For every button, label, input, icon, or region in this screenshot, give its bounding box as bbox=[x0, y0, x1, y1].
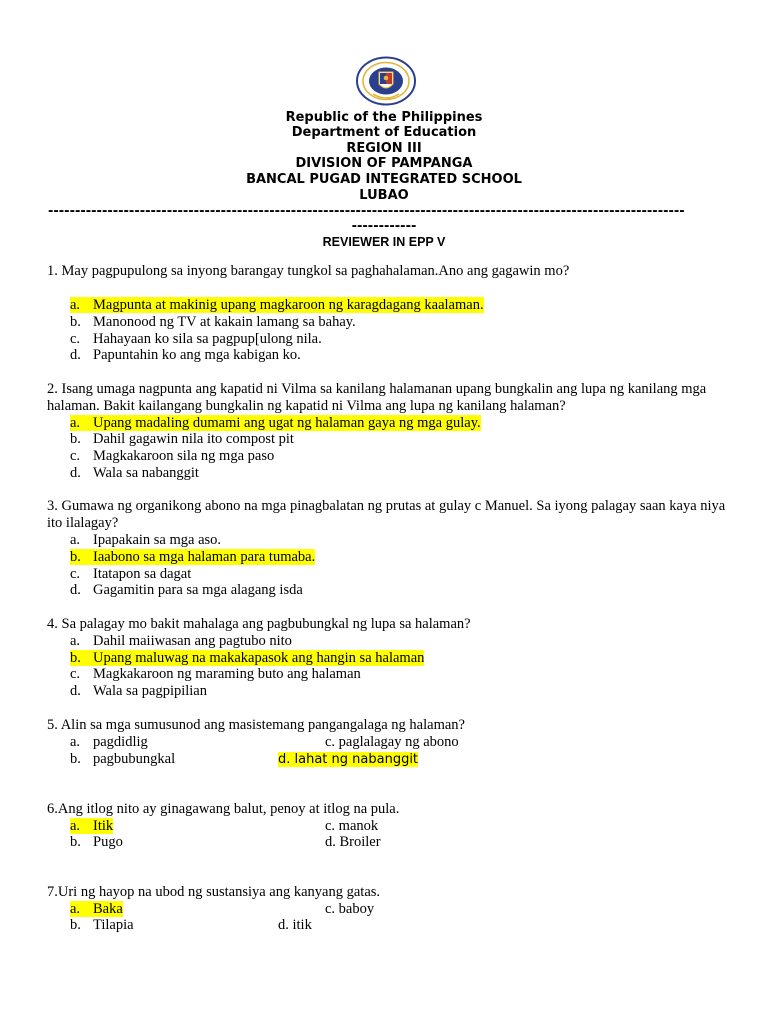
option-3c: c. Itatapon sa dagat bbox=[70, 566, 192, 582]
question-2: 2. Isang umaga nagpunta ang kapatid ni Vilma sa kanilang halamanan upang bungkalin ang lupa ng kanilang mga halaman. Bakit kailangang bungkalin ng kapatid ni Vilma ang lupa ng kanilang halaman? bbox=[47, 381, 707, 414]
header-divider-continued: ------------ bbox=[351, 219, 417, 234]
header-municipality: LUBAO bbox=[359, 188, 409, 203]
option-3a: a. Ipapakain sa mga aso. bbox=[70, 532, 222, 548]
option-1c: c. Hahayaan ko sila sa pagpup[ulong nila. bbox=[70, 331, 322, 347]
header-school: BANCAL PUGAD INTEGRATED SCHOOL bbox=[246, 172, 522, 187]
question-7: 7.Uri ng hayop na ubod ng sustansiya ang kanyang gatas. bbox=[47, 884, 381, 900]
option-6d: d. Broiler bbox=[325, 834, 381, 850]
option-5c: c. paglalagay ng abono bbox=[325, 734, 459, 750]
option-3d: d. Gagamitin para sa mga alagang isda bbox=[70, 582, 303, 598]
header-divider: ---------------------------------------------------------------------------------------------------------------------- bbox=[48, 204, 685, 219]
option-1b: b. Manonood ng TV at kakain lamang sa bahay. bbox=[70, 314, 356, 330]
option-1a: a. Magpunta at makinig upang magkaroon ng karagdagang kaalaman. bbox=[70, 297, 484, 313]
header-department: Department of Education bbox=[291, 125, 477, 140]
option-2b: b. Dahil gagawin nila ito compost pit bbox=[70, 431, 294, 447]
question-3: 3. Gumawa ng organikong abono na mga pinagbalatan ng prutas at gulay c Manuel. Sa iyong palagay saan kaya niya ito ilalagay? bbox=[47, 498, 726, 531]
header-region: REGION III bbox=[346, 141, 422, 156]
question-1: 1. May pagpupulong sa inyong barangay tungkol sa paghahalaman.Ano ang gagawin mo? bbox=[47, 263, 570, 279]
option-1d: d. Papuntahin ko ang mga kabigan ko. bbox=[70, 347, 301, 363]
option-2d: d. Wala sa nabanggit bbox=[70, 465, 199, 481]
option-4d: d. Wala sa pagpipilian bbox=[70, 683, 207, 699]
header-republic: Republic of the Philippines bbox=[285, 110, 483, 125]
option-7a: a. Baka bbox=[70, 901, 123, 917]
deped-seal-icon bbox=[355, 56, 417, 106]
option-5d: d. lahat ng nabanggit bbox=[278, 752, 419, 767]
document-title: REVIEWER IN EPP V bbox=[322, 235, 446, 249]
option-5b: b. pagbubungkal bbox=[70, 751, 176, 767]
option-3b: b. Iaabono sa mga halaman para tumaba. bbox=[70, 549, 316, 565]
option-7c: c. baboy bbox=[325, 901, 375, 917]
option-2c: c. Magkakaroon sila ng mga paso bbox=[70, 448, 275, 464]
question-4: 4. Sa palagay mo bakit mahalaga ang pagbubungkal ng lupa sa halaman? bbox=[47, 616, 471, 632]
option-6c: c. manok bbox=[325, 818, 379, 834]
option-2a: a. Upang madaling dumami ang ugat ng halaman gaya ng mga gulay. bbox=[70, 415, 481, 431]
option-5a: a. pagdidlig bbox=[70, 734, 148, 750]
option-6a: a. Itik bbox=[70, 818, 114, 834]
option-6b: b. Pugo bbox=[70, 834, 123, 850]
question-6: 6.Ang itlog nito ay ginagawang balut, penoy at itlog na pula. bbox=[47, 801, 400, 817]
question-5: 5. Alin sa mga sumusunod ang masistemang pangangalaga ng halaman? bbox=[47, 717, 465, 733]
header-division: DIVISION OF PAMPANGA bbox=[295, 156, 473, 171]
option-4a: a. Dahil maiiwasan ang pagtubo nito bbox=[70, 633, 292, 649]
option-4b: b. Upang maluwag na makakapasok ang hangin sa halaman bbox=[70, 650, 425, 666]
option-4c: c. Magkakaroon ng maraming buto ang halaman bbox=[70, 666, 361, 682]
option-7d: d. itik bbox=[278, 917, 312, 933]
option-7b: b. Tilapia bbox=[70, 917, 134, 933]
